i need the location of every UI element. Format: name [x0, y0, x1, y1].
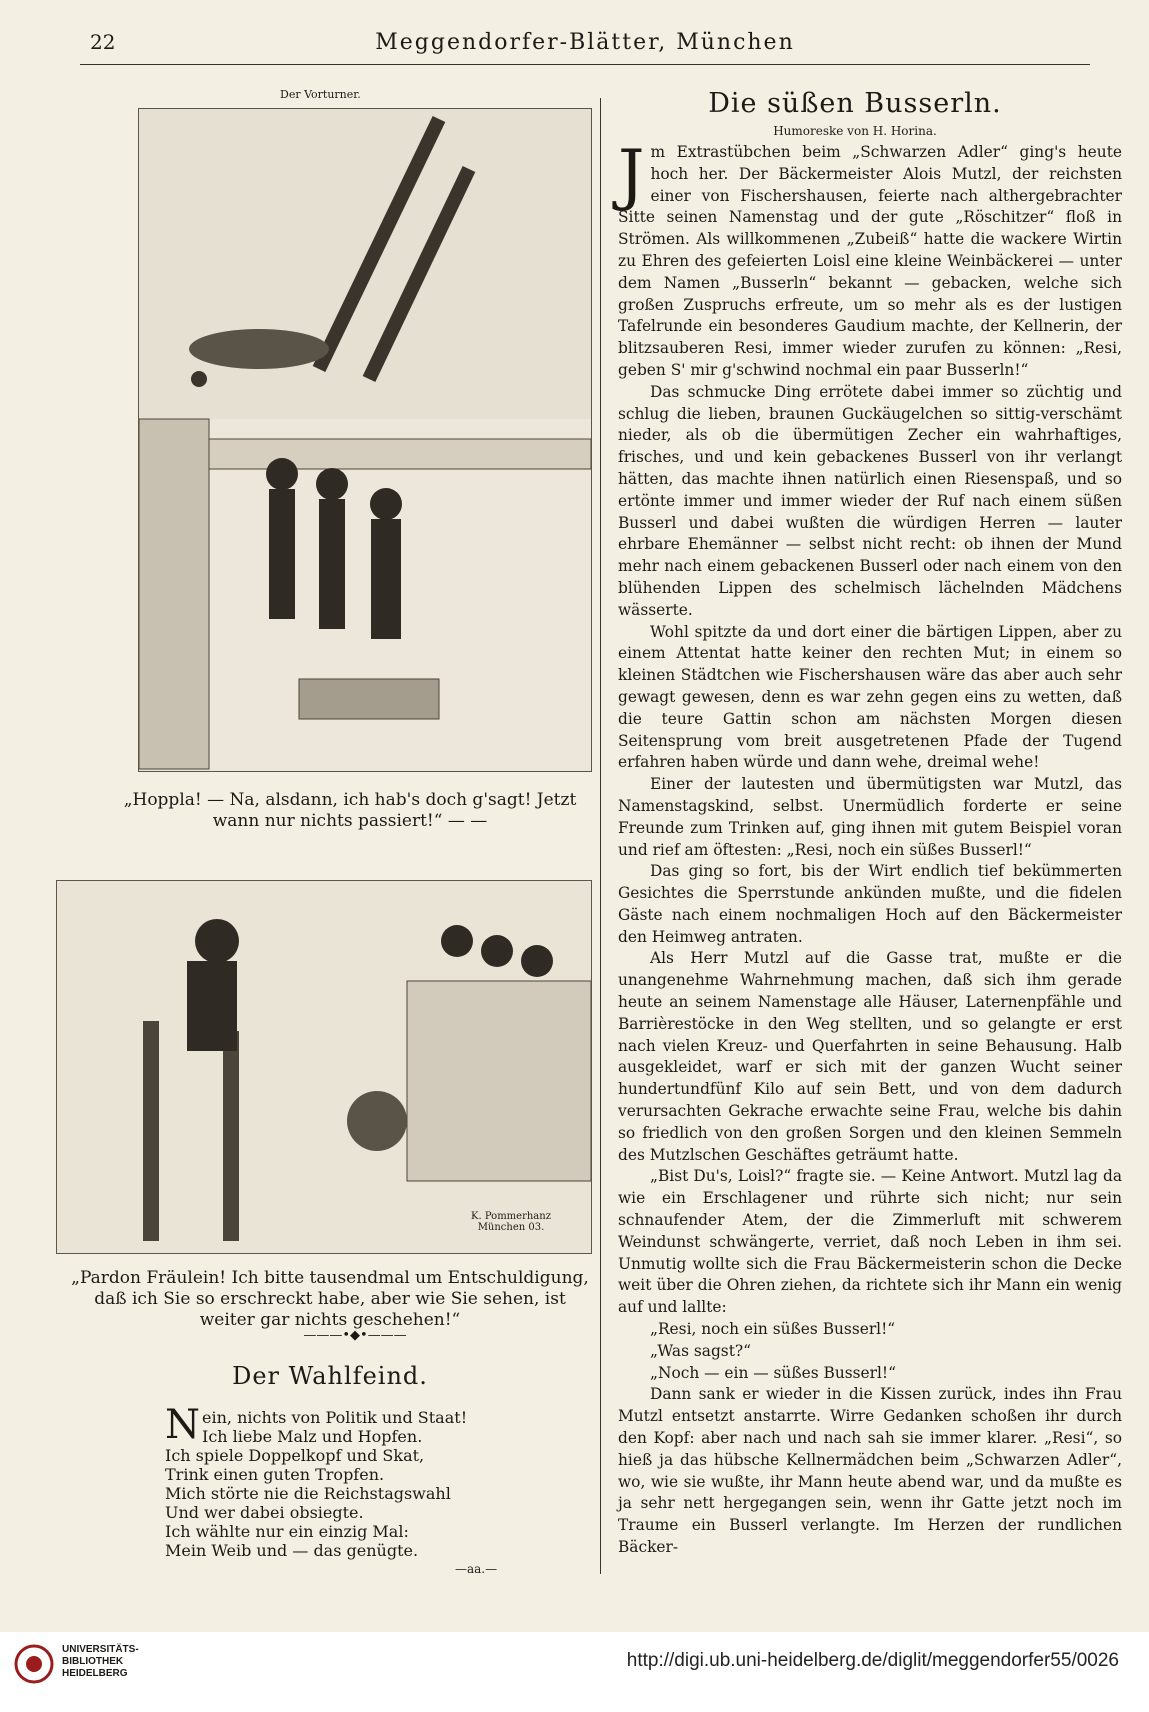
illustration-gymnast-jump [138, 108, 592, 772]
story-paragraph: „Resi, noch ein süßes Busserl!“ [650, 1320, 896, 1339]
poem-line: Mein Weib und — das genügte. [165, 1541, 419, 1560]
column-divider [600, 98, 601, 1574]
story-paragraph: Als Herr Mutzl auf die Gasse trat, mußte er die unangenehme Wahrnehmung machen, daß sich ihm gerade heute an seinem Namenstage alle Häuser, Laternenpfähle und Barrièrestöcke in den Weg stellten, und so gelangte er erst nach vielen Kreuz- und Querfahrten in seine Behausung. Halb ausgekleidet, warf er sich mit der ganzen Wucht seiner hundertundfünf Kilo auf sein Bett, und von dem dadurch verursachten Gekrache erwachte seine Frau, welche bis dahin so friedlich von den großen Sorgen und den kleinen Semmeln des Mutzlschen Geschäftes geträumt hatte. [618, 949, 1122, 1164]
apology-drawing [57, 881, 591, 1253]
story-paragraph: Jm Extrastübchen beim „Schwarzen Adler“ ging's heute hoch her. Der Bäckermeister Alois Mutzl, der reichsten einer von Fischershausen, feierte nach althergebrachter Sitte seinen Namenstag und der gute „Röschitzer“ floß in Strömen. Als willkommenen „Zubeiß“ hatte die wackere Wirtin zu Ehren des gefeierten Loisl eine kleine Weinbäckerei — unter dem Namen „Busserln“ bekannt — gebacken, welche sich großen Zuspruchs erfreute, um so mehr als es der lustigen Tafelrunde ein besonderes Gaudium machte, der Kellnerin, der blitzsauberen Resi, immer wieder zurufen zu können: „Resi, geben S' mir g'schwind nochmal ein paar Busserln!“ [618, 136, 1122, 379]
caption-pardon: „Pardon Fräulein! Ich bitte tausendmal um Entschuldigung, daß ich Sie so erschreckt habe, aber wie Sie sehen, ist weiter gar nichts geschehen!“ [71, 1268, 589, 1330]
library-footer [0, 1632, 1149, 1712]
story-paragraph: Das ging so fort, bis der Wirt endlich tief bekümmerten Gesichtes die Sperrstunde ankünden mußte, und die fidelen Gäste nach einem nochmaligen Hoch auf den Bäckermeister den Heimweg antraten. [618, 862, 1122, 946]
poem-line: Ich liebe Malz und Hopfen. [202, 1427, 423, 1446]
poem-line: ein, nichts von Politik und Staat! [202, 1408, 468, 1427]
story-title: Die süßen Busserln. [708, 88, 1002, 119]
story-paragraph: „Noch — ein — süßes Busserl!“ [650, 1363, 896, 1382]
poem-dropcap: N [165, 1402, 200, 1448]
artist-signature: K. Pommerhanz München 03. [471, 1211, 551, 1233]
story-paragraph: Wohl spitzte da und dort einer die bärtigen Lippen, aber zu einem Attentat hatte keiner den rechten Mut; in einem so kleinen Städtchen wie Fischershausen wäre das aber auch sehr gewagt gewesen, denn es war zehn gegen eins zu wetten, daß die teure Gattin schon am nächsten Morgen diesen Seitensprung vom breit ausgetretenen Pfade der Tugend erfahren haben würde und dann wehe, dreimal wehe! [618, 622, 1122, 772]
poem-line: Trink einen guten Tropfen. [165, 1465, 385, 1484]
running-head: Meggendorfer-Blätter, München [375, 30, 795, 55]
story-body [618, 136, 1122, 1559]
source-url-link[interactable]: http://digi.ub.uni-heidelberg.de/diglit/meggendorfer55/0026 [626, 1650, 1119, 1671]
institution-name: UNIVERSITÄTS- BIBLIOTHEK HEIDELBERG [62, 1644, 139, 1679]
caption-hoppla: „Hoppla! — Na, alsdann, ich hab's doch g'sagt! Jetzt wann nur nichts passiert!“ — — [123, 790, 577, 831]
poem [165, 1402, 495, 1560]
poem-title: Der Wahlfeind. [232, 1362, 428, 1390]
ornament-divider: ———•◆•——— [303, 1328, 407, 1343]
page-header [80, 30, 1090, 65]
story-paragraph: „Bist Du's, Loisl?“ fragte sie. — Keine Antwort. Mutzl lag da wie ein Erschlagener und rührte sich nicht; nur sein schnaufender Atem, der die Zimmerluft mit schwerem Weindunst schwängerte, verriet, daß noch Leben in ihm sei. Unmutig wollte sich die Frau Bäckermeisterin schon die Decke weit über die Ohren ziehen, da richtete sich ihr Mann ein wenig auf und lallte: [618, 1167, 1122, 1317]
page-number: 22 [90, 30, 116, 54]
gymnast-jump-drawing [139, 109, 591, 771]
story-paragraph: Einer der lautesten und übermütigsten war Mutzl, das Namenstagskind, selbst. Unermüdlich forderte er seine Freunde zum Trinken auf, ging ihnen mit gutem Beispiel voran und rief am öftesten: „Resi, noch ein süßes Busserl!“ [618, 775, 1122, 859]
poem-line: Mich störte nie die Reichstagswahl [165, 1484, 451, 1503]
poem-line: Ich spiele Doppelkopf und Skat, [165, 1446, 425, 1465]
illustration-apology [56, 880, 592, 1254]
story-paragraph: „Was sagst?“ [650, 1341, 751, 1360]
story-paragraph: Dann sank er wieder in die Kissen zurück, indes ihn Frau Mutzl entsetzt anstarrte. Wirre Gedanken schoßen ihr durch den Kopf: aber nach und nach sah sie immer klarer. „Resi“, so hieß ja das hübsche Kellnermädchen beim „Schwarzen Adler“, wo, wie sie wußte, ihr Mann heute abend war, und da mußte es ja sehr nett hergegangen sein, wenn ihr Gatte jetzt noch im Traume ein Busserl verlangte. Im Herzen der rundlichen Bäcker- [618, 1385, 1122, 1556]
poem-line: Ich wählte nur ein einzig Mal: [165, 1522, 409, 1541]
story-paragraph: Das schmucke Ding errötete dabei immer so züchtig und schlug die lieben, braunen Guckäugelchen so sittig-verschämt nieder, als ob die übermütigen Zecher ein wahrhaftiges, frisches, und und kein gebackenes Busserl von ihr verlangt hätten, das machte ihnen natürlich einen Riesenspaß, und so ertönte immer und immer wieder der Ruf nach einem süßen Busserl und dabei wußten die würdigen Herren — lauter ehrbare Ehemänner — selbst nicht recht: ob ihnen der Mund mehr nach einem gebackenen Busserl oder nach einem von den blühenden Lippen des schelmisch lächelnden Mädchens wässerte. [618, 382, 1122, 619]
story-author: Humoreske von H. Horina. [773, 124, 937, 138]
poem-signature: —aa.— [455, 1562, 498, 1576]
story-dropcap: J [618, 136, 645, 213]
university-seal-icon [14, 1644, 54, 1684]
illustration-title: Der Vorturner. [280, 88, 361, 101]
poem-line: Und wer dabei obsiegte. [165, 1503, 364, 1522]
